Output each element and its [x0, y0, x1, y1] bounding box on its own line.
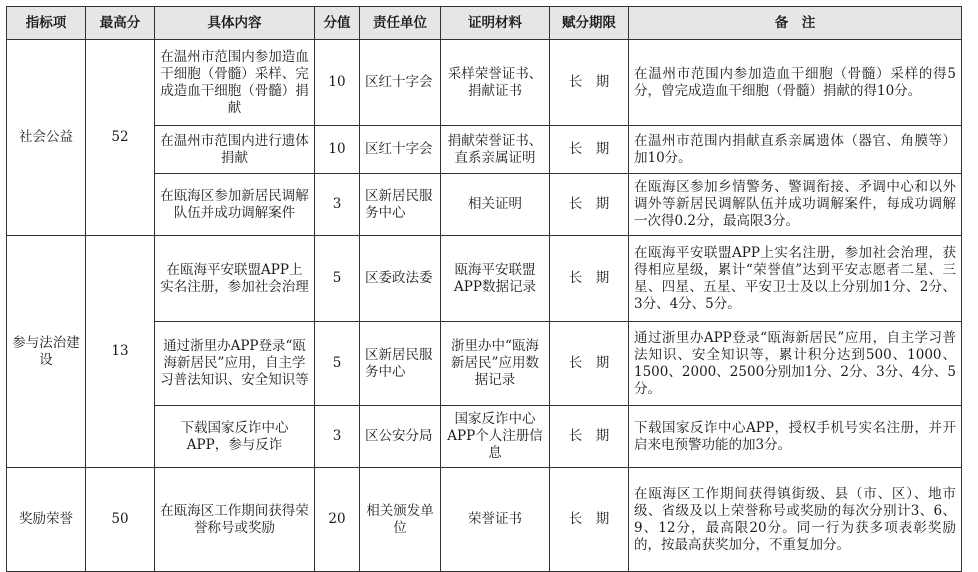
- row-term: 长 期: [550, 236, 629, 322]
- group-max-score: 13: [86, 236, 155, 468]
- group-max-score: 52: [86, 40, 155, 236]
- row-unit: 区公安分局: [360, 406, 441, 468]
- row-term: 长 期: [550, 40, 629, 126]
- row-term: 长 期: [550, 406, 629, 468]
- row-score: 3: [315, 406, 360, 468]
- header-term: 赋分期限: [550, 7, 629, 40]
- row-note: 通过浙里办APP登录“瓯海新居民”应用，自主学习普法知识、安全知识等，累计积分达到500、1000、1500、2000、2500分别加1分、2分、3分、4分、5分。: [629, 322, 962, 406]
- group-max-score: 50: [86, 468, 155, 572]
- header-note: 备 注: [629, 7, 962, 40]
- group-name: 社会公益: [7, 40, 86, 236]
- row-content: 在温州市范围内进行遗体捐献: [155, 126, 315, 174]
- row-note: 在瓯海平安联盟APP上实名注册，参加社会治理，获得相应星级，累计“荣誉值”达到平安志愿者二星、三星、四星、五星、平安卫士及以上分别加1分、2分、3分、4分、5分。: [629, 236, 962, 322]
- row-term: 长 期: [550, 126, 629, 174]
- header-indicator: 指标项: [7, 7, 86, 40]
- row-proof: 采样荣誉证书、捐献证书: [441, 40, 550, 126]
- row-note: 在温州市范围内捐献直系亲属遗体（器官、角膜等）加10分。: [629, 126, 962, 174]
- row-unit: 相关颁发单位: [360, 468, 441, 572]
- row-content: 下载国家反诈中心APP，参与反诈: [155, 406, 315, 468]
- row-content: 通过浙里办APP登录“瓯海新居民”应用，自主学习普法知识、安全知识等: [155, 322, 315, 406]
- row-content: 在瓯海区参加新居民调解队伍并成功调解案件: [155, 174, 315, 236]
- row-proof: 浙里办中“瓯海新居民”应用数据记录: [441, 322, 550, 406]
- row-note: 下载国家反诈中心APP，授权手机号实名注册，并开启来电预警功能的加3分。: [629, 406, 962, 468]
- row-score: 10: [315, 126, 360, 174]
- row-term: 长 期: [550, 322, 629, 406]
- row-content: 在温州市范围内参加造血干细胞（骨髓）采样、完成造血干细胞（骨髓）捐献: [155, 40, 315, 126]
- row-score: 5: [315, 236, 360, 322]
- row-score: 5: [315, 322, 360, 406]
- group-name: 参与法治建设: [7, 236, 86, 468]
- row-content: 在瓯海区工作期间获得荣誉称号或奖励: [155, 468, 315, 572]
- row-proof: 国家反诈中心APP个人注册信息: [441, 406, 550, 468]
- header-content: 具体内容: [155, 7, 315, 40]
- header-proof: 证明材料: [441, 7, 550, 40]
- row-term: 长 期: [550, 174, 629, 236]
- row-proof: 瓯海平安联盟APP数据记录: [441, 236, 550, 322]
- table-row: [7, 40, 962, 126]
- header-score: 分值: [315, 7, 360, 40]
- row-content: 在瓯海平安联盟APP上实名注册，参加社会治理: [155, 236, 315, 322]
- scoring-table: [6, 6, 962, 572]
- row-score: 3: [315, 174, 360, 236]
- row-term: 长 期: [550, 468, 629, 572]
- table-row: [7, 468, 962, 572]
- group-name: 奖励荣誉: [7, 468, 86, 572]
- row-unit: 区红十字会: [360, 40, 441, 126]
- row-note: 在瓯海区工作期间获得镇街级、县（市、区）、地市级、省级及以上荣誉称号或奖励的每次分别计3、6、9、12分，最高限20分。同一行为获多项表彰奖励的，按最高获奖加分，不重复加分。: [629, 468, 962, 572]
- header-responsible-unit: 责任单位: [360, 7, 441, 40]
- row-proof: 捐献荣誉证书、直系亲属证明: [441, 126, 550, 174]
- row-proof: 荣誉证书: [441, 468, 550, 572]
- row-unit: 区新居民服务中心: [360, 174, 441, 236]
- row-note: 在温州市范围内参加造血干细胞（骨髓）采样的得5分，曾完成造血干细胞（骨髓）捐献的得10分。: [629, 40, 962, 126]
- row-unit: 区委政法委: [360, 236, 441, 322]
- row-score: 10: [315, 40, 360, 126]
- header-max-score: 最高分: [86, 7, 155, 40]
- row-unit: 区红十字会: [360, 126, 441, 174]
- row-score: 20: [315, 468, 360, 572]
- row-proof: 相关证明: [441, 174, 550, 236]
- header-row: [7, 7, 962, 40]
- table-row: [7, 236, 962, 322]
- row-unit: 区新居民服务中心: [360, 322, 441, 406]
- row-note: 在瓯海区参加乡情警务、警调衔接、矛调中心和以外调外等新居民调解队伍并成功调解案件，每成功调解一次得0.2分，最高限3分。: [629, 174, 962, 236]
